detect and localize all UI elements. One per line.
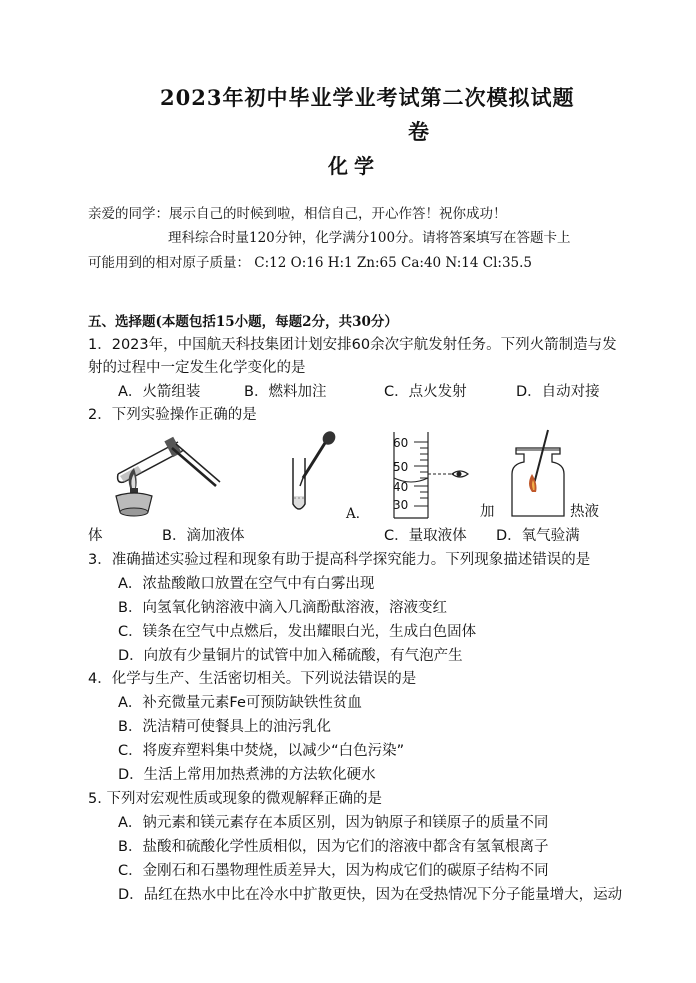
q4-stem: 4．化学与生产、生活密切相关。下列说法错误的是 — [88, 671, 417, 687]
fig-label-reye: 热液 — [570, 504, 599, 520]
q1-option-a: A．火箭组装 — [118, 384, 201, 400]
q2-option-c: C．量取液体 — [384, 528, 467, 544]
q1-option-d: D．自动对接 — [516, 384, 600, 400]
cylinder-tick-50: 50 — [393, 460, 409, 474]
exam-title-line1: 2023年初中毕业学业考试第二次模拟试题 — [160, 85, 575, 110]
q3-option-a: A．浓盐酸敞口放置在空气中有白雾出现 — [118, 576, 375, 592]
q4-option-b: B．洗洁精可使餐具上的油污乳化 — [118, 719, 331, 735]
cylinder-tick-30: 30 — [393, 498, 409, 512]
q1-option-b: B．燃料加注 — [244, 384, 327, 400]
q5-option-a: A．钠元素和镁元素存在本质区别，因为钠原子和镁原子的质量不同 — [118, 815, 549, 831]
cylinder-tick-40: 40 — [393, 480, 409, 494]
q2-option-d: D．氧气验满 — [496, 528, 580, 544]
figure-a-heating-apparatus — [108, 432, 228, 520]
q1-stem-line1: 1．2023年，中国航天科技集团计划安排60余次宇航发射任务。下列火箭制造与发 — [88, 337, 617, 353]
figure-d-gas-bottle-splint — [508, 428, 568, 522]
greeting-text: 亲爱的同学：展示自己的时候到啦，相信自己，开心作答！祝你成功！ — [88, 206, 507, 222]
atomic-masses-text: 可能用到的相对原子质量： C:12 O:16 H:1 Zn:65 Ca:40 N:14 Cl:35.5 — [88, 255, 533, 271]
q5-stem: 5. 下列对宏观性质或现象的微观解释正确的是 — [88, 791, 382, 807]
q4-option-d: D．生活上常用加热煮沸的方法软化硬水 — [118, 767, 376, 783]
section-heading: 五、选择题(本题包括15小题，每题2分，共30分） — [88, 314, 398, 330]
q2-stem: 2．下列实验操作正确的是 — [88, 407, 257, 423]
fig-a-label: A． — [346, 506, 370, 522]
q5-option-d: D．品红在热水中比在冷水中扩散更快，因为在受热情况下分子能量增大，运动 — [118, 887, 623, 903]
exam-title-line2: 卷 — [408, 119, 430, 144]
fig-label-jia: 加 — [480, 504, 495, 520]
q1-option-c: C．点火发射 — [384, 384, 467, 400]
subject-title: 化学 — [328, 154, 380, 178]
cylinder-tick-60: 60 — [393, 436, 409, 450]
figure-b-dropper-testtube — [285, 430, 345, 520]
q2-wrap-ti: 体 — [88, 528, 103, 544]
q5-option-c: C．金刚石和石墨物理性质差异大，因为构成它们的碳原子结构不同 — [118, 863, 549, 879]
q5-option-b: B．盐酸和硫酸化学性质相似，因为它们的溶液中都含有氢氧根离子 — [118, 839, 549, 855]
q4-option-a: A．补充微量元素Fe可预防缺铁性贫血 — [118, 695, 362, 711]
q4-option-c: C．将废弃塑料集中焚烧，以减少“白色污染” — [118, 743, 405, 759]
q3-option-d: D．向放有少量铜片的试管中加入稀硫酸，有气泡产生 — [118, 648, 463, 664]
q2-option-b: B．滴加液体 — [162, 528, 245, 544]
q3-stem: 3．准确描述实验过程和现象有助于提高科学探究能力。下列现象描述错误的是 — [88, 552, 591, 568]
q1-stem-line2: 射的过程中一定发生化学变化的是 — [88, 360, 306, 376]
q3-option-b: B．向氢氧化钠溶液中滴入几滴酚酞溶液，溶液变红 — [118, 600, 447, 616]
q3-option-c: C．镁条在空气中点燃后，发出耀眼白光，生成白色固体 — [118, 624, 477, 640]
exam-info-text: 理科综合时量120分钟，化学满分100分。请将答案填写在答题卡上 — [168, 230, 571, 246]
